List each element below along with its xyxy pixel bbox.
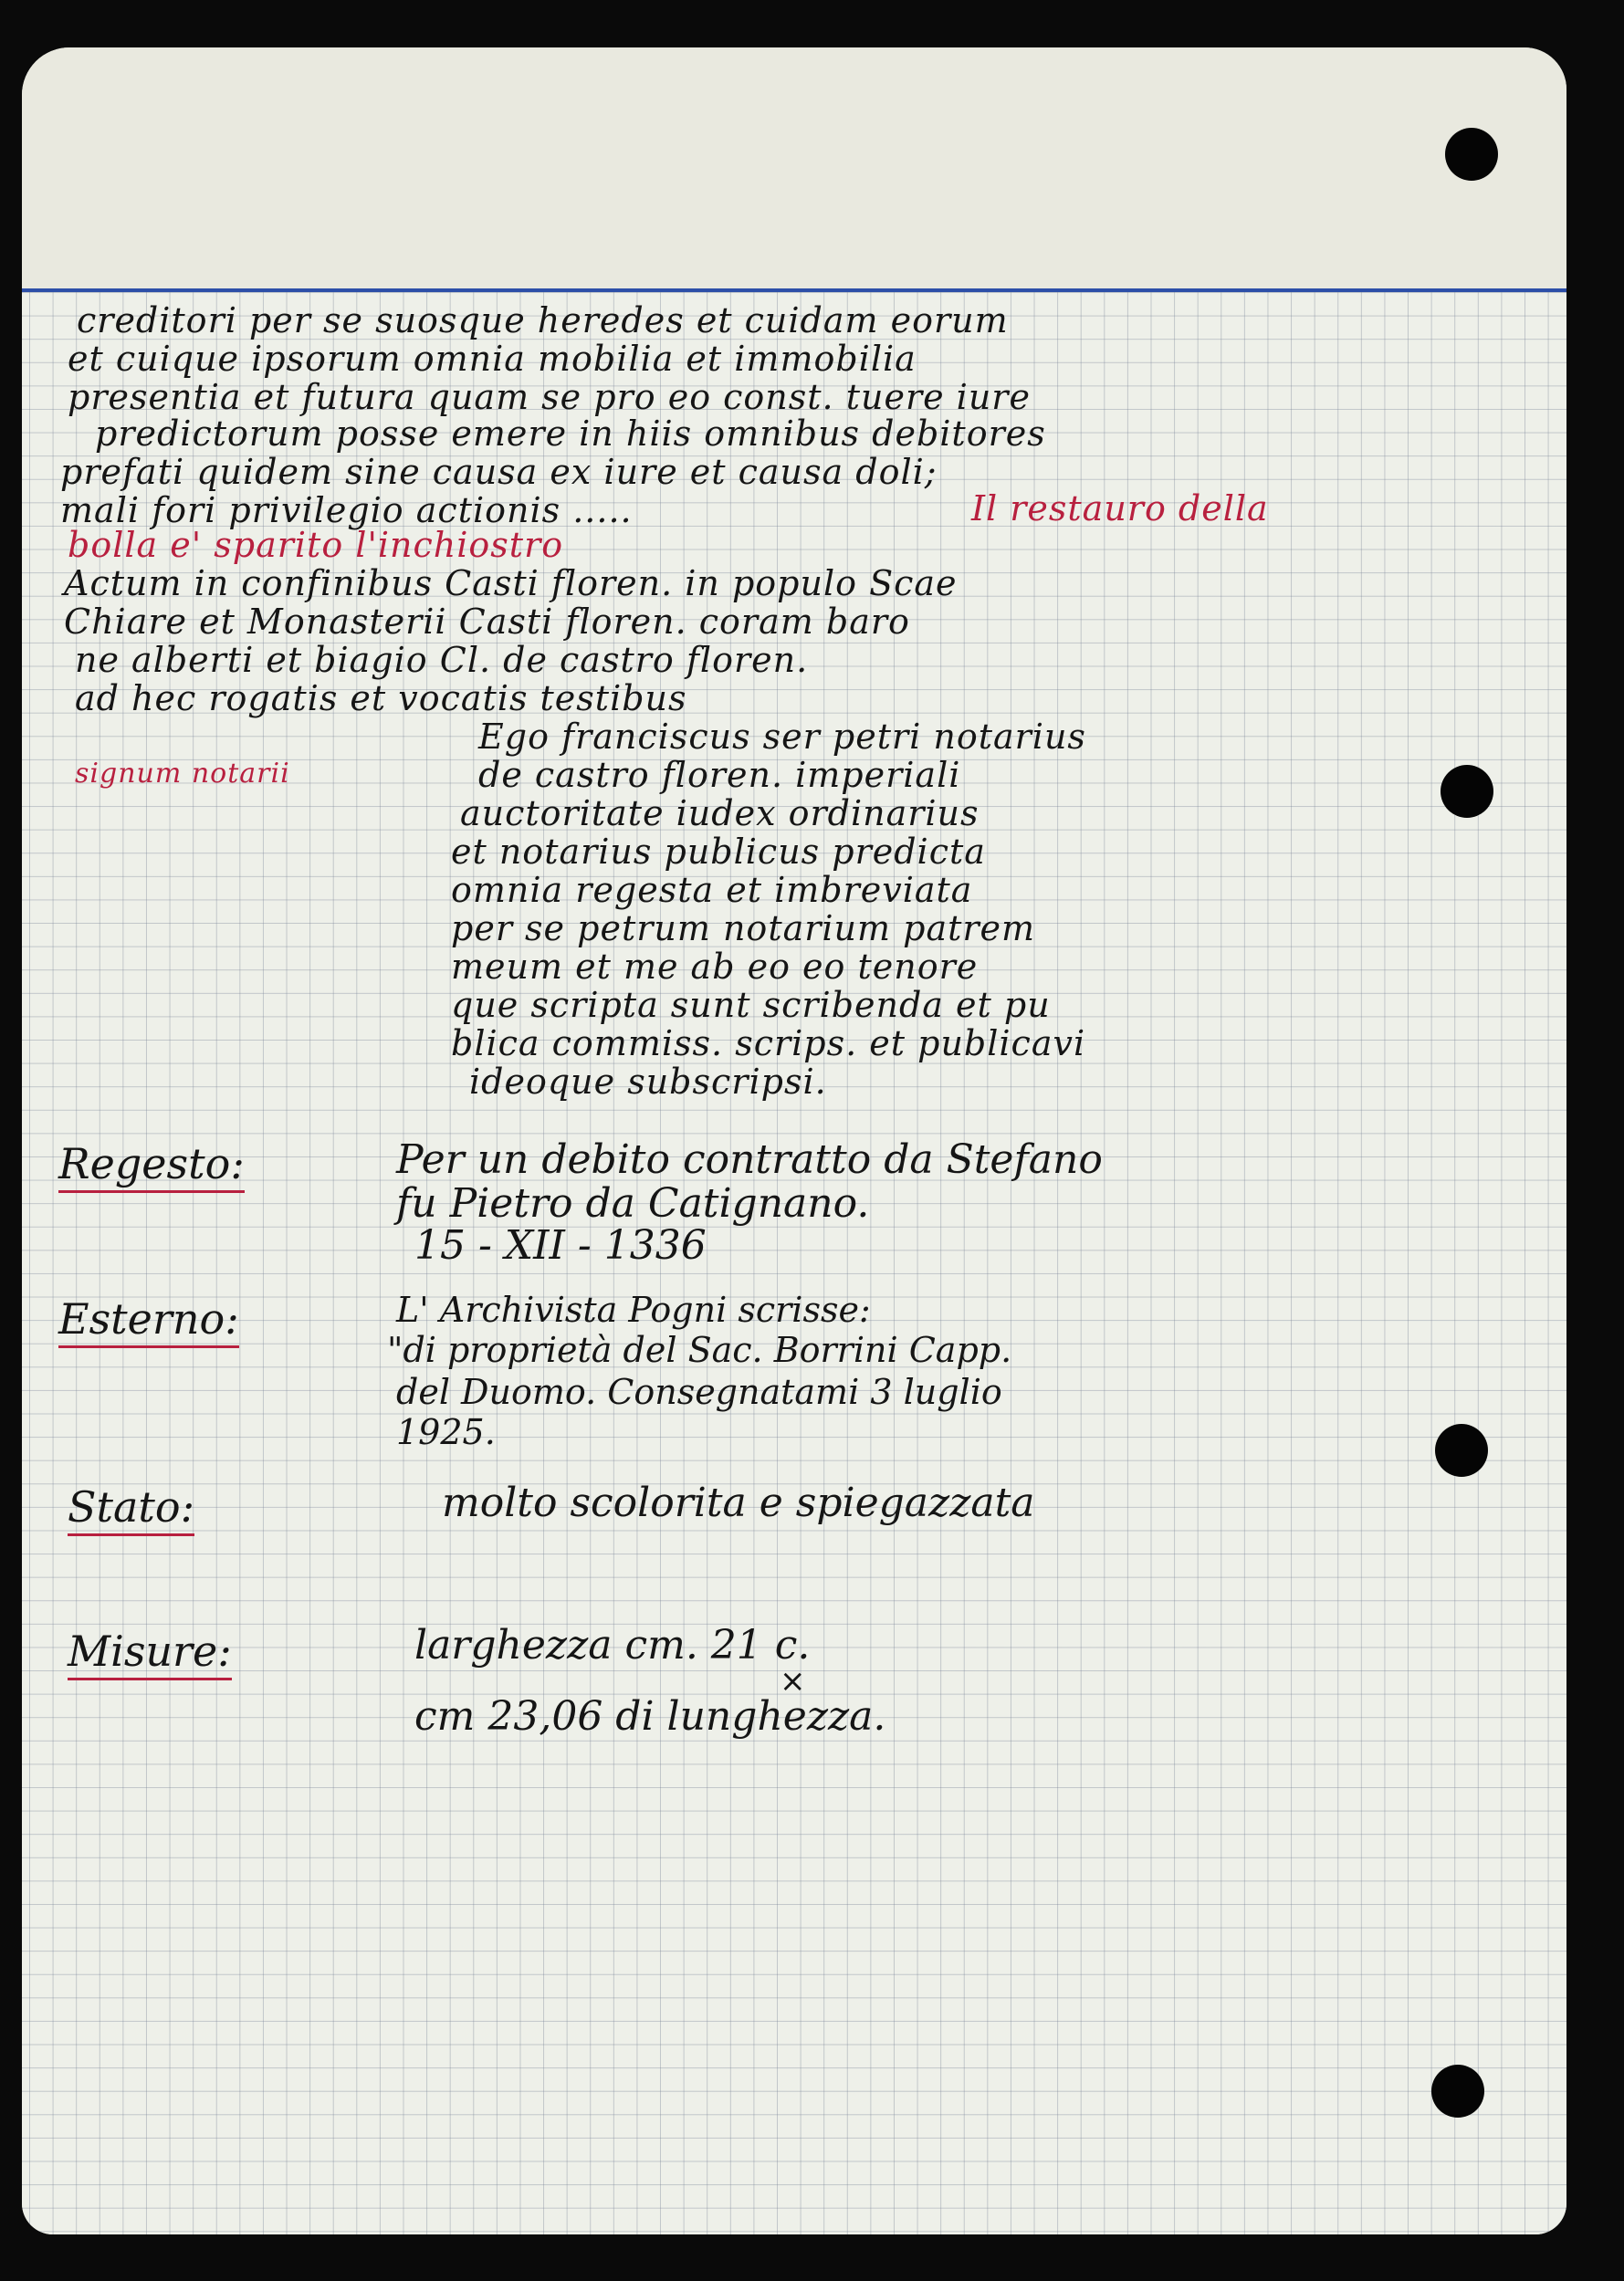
latin-line-9: ne alberti et biagio Cl. de castro floren. <box>75 640 809 680</box>
notary-line-7: meum et me ab eo eo tenore <box>451 947 979 987</box>
latin-line-3: presentia et futura quam se pro eo const. tuere iure <box>68 377 1031 417</box>
regesto-label <box>58 1139 245 1188</box>
notary-line-3: auctoritate iudex ordinarius <box>460 793 980 833</box>
notary-line-8: que scripta sunt scribenda et pu <box>451 985 1051 1025</box>
restoration-note-part-1: Il restauro della <box>971 488 1269 528</box>
latin-line-7: Actum in confinibus Casti floren. in populo Scae <box>64 563 958 603</box>
regesto-line-1: Per un debito contratto da Stefano <box>396 1136 1103 1183</box>
notary-line-4: et notarius publicus predicta <box>451 832 986 872</box>
regesto-date: 15 - XII - 1336 <box>414 1222 707 1269</box>
regesto-label-text: Regesto: <box>58 1139 245 1193</box>
latin-line-10: ad hec rogatis et vocatis testibus <box>75 678 687 718</box>
latin-line-1: creditori per se suosque heredes et cuidam eorum <box>77 300 1009 340</box>
notebook-sheet <box>22 47 1566 2234</box>
esterno-line-1: L' Archivista Pogni scrisse: <box>396 1290 871 1330</box>
latin-line-2: et cuique ipsorum omnia mobilia et immobilia <box>68 339 917 379</box>
stato-label-text: Stato: <box>68 1482 194 1536</box>
notary-line-10: ideoque subscripsi. <box>469 1062 827 1102</box>
notary-line-5: omnia regesta et imbreviata <box>451 870 973 910</box>
latin-line-6: mali fori privilegio actionis ..... <box>60 490 633 530</box>
top-margin-rule <box>22 288 1566 292</box>
signum-notarii-label: signum notarii <box>75 758 290 790</box>
multiplication-sign: × <box>780 1663 806 1700</box>
notary-line-9: blica commiss. scrips. et publicavi <box>451 1023 1086 1063</box>
esterno-line-3: del Duomo. Consegnatami 3 luglio <box>396 1372 1002 1412</box>
stato-label <box>68 1482 195 1532</box>
binder-hole <box>1445 128 1498 181</box>
misure-line-2: cm 23,06 di lunghezza. <box>414 1693 886 1740</box>
misure-label <box>68 1627 232 1676</box>
esterno-label <box>58 1294 239 1344</box>
stato-value: molto scolorita e spiegazzata <box>442 1480 1035 1526</box>
latin-line-5: prefati quidem sine causa ex iure et causa doli; <box>60 452 938 492</box>
misure-label-text: Misure: <box>68 1627 232 1680</box>
regesto-line-2: fu Pietro da Catignano. <box>396 1180 870 1227</box>
notary-line-6: per se petrum notarium patrem <box>451 908 1036 948</box>
notary-line-2: de castro floren. imperiali <box>478 755 961 795</box>
latin-line-8: Chiare et Monasterii Casti floren. coram baro <box>64 602 910 642</box>
esterno-label-text: Esterno: <box>58 1294 239 1348</box>
binder-hole <box>1441 765 1493 818</box>
latin-line-4: predictorum posse emere in hiis omnibus debitores <box>95 413 1046 454</box>
binder-hole <box>1431 2065 1484 2118</box>
binder-hole <box>1435 1424 1488 1477</box>
header-band <box>22 47 1566 292</box>
esterno-line-4: 1925. <box>396 1412 496 1452</box>
misure-line-1: larghezza cm. 21 c. <box>414 1622 811 1669</box>
esterno-line-2: "di proprietà del Sac. Borrini Capp. <box>387 1330 1012 1370</box>
restoration-note-part-2: bolla e' sparito l'inchiostro <box>68 525 564 565</box>
notary-line-1: Ego franciscus ser petri notarius <box>478 717 1086 757</box>
